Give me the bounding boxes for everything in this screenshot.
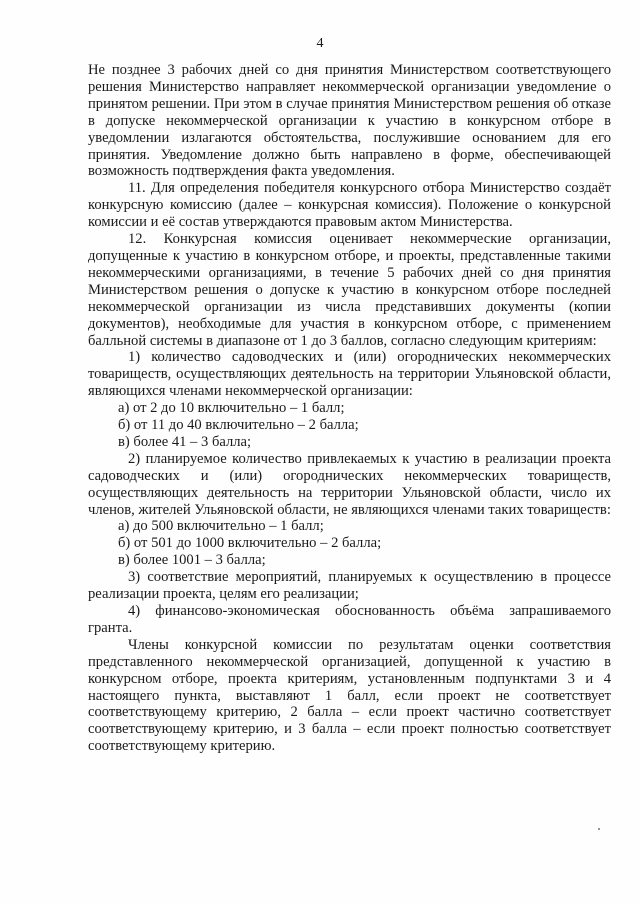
criterion-1-option-b: б) от 11 до 40 включительно – 2 балла; — [118, 417, 359, 434]
document-body — [88, 62, 611, 755]
scan-speck — [598, 828, 600, 830]
criterion-3: 3) соответствие мероприятий, планируемых к осуществлению в процессе реализации проекта, целям его реализации; — [88, 569, 611, 603]
paragraph-scoring-rules: Члены конкурсной комиссии по результатам оценки соответствия представленного некоммерческой организацией, допущенной к участию в конкурсном отборе, проекта критериям, установленным подпунктами 3 и 4 настоящего пункта, выставляют 1 балл, если проект не соответствует соответствующему критерию, 2 балла – если проект частично соответствует соответствующему критерию, и 3 балла – если проект полностью соответствует соответствующему критерию. — [88, 636, 611, 755]
paragraph-11-commission: 11. Для определения победителя конкурсного отбора Министерство создаёт конкурсную комиссию (далее – конкурсная комиссия). Положение о конкурсной комиссии и её состав утверждаются правовым актом Министерства. — [88, 180, 611, 231]
criterion-2-option-c: в) более 1001 – 3 балла; — [118, 552, 266, 569]
page-number: 4 — [316, 36, 324, 51]
criterion-2-option-b: б) от 501 до 1000 включительно – 2 балла; — [118, 535, 382, 552]
criterion-4: 4) финансово-экономическая обоснованность объёма запрашиваемого гранта. — [88, 603, 611, 636]
paragraph-12-evaluation: 12. Конкурсная комиссия оценивает некоммерческие организации, допущенные к участию в конкурсном отборе, и проекты, представленные такими некоммерческими организациями, в течение 5 рабочих дней со дня принятия Министерством решения о допуске к участию в конкурсном отборе последней некоммерческой организации из числа представивших документы (копии документов), необходимые для участия в конкурсном отборе, с применением балльной системы в диапазоне от 1 до 3 баллов, согласно следующим критериям: — [88, 231, 611, 349]
criterion-2: 2) планируемое количество привлекаемых к участию в реализации проекта садоводческих и (или) огороднических некоммерческих товариществ, осуществляющих деятельность на территории Ульяновской области, число их членов, жителей Ульяновской области, не являющихся членами таких товариществ: — [88, 450, 611, 518]
criterion-1: 1) количество садоводческих и (или) огороднических некоммерческих товариществ, осуществляющих деятельность на территории Ульяновской области, являющихся членами некоммерческой организации: — [88, 349, 611, 400]
paragraph-notification: Не позднее 3 рабочих дней со дня принятия Министерством соответствующего решения Министерство направляет некоммерческой организации уведомление о принятом решении. При этом в случае принятия Министерством решения об отказе в допуске некоммерческой организации к участию в конкурсном отборе в уведомлении излагаются обстоятельства, послужившие основанием для его принятия. Уведомление должно быть направлено в форме, обеспечивающей возможность подтверждения факта уведомления. — [88, 62, 611, 180]
criterion-1-option-c: в) более 41 – 3 балла; — [118, 433, 252, 450]
criterion-1-option-a: а) от 2 до 10 включительно – 1 балл; — [118, 400, 345, 417]
criterion-2-option-a: а) до 500 включительно – 1 балл; — [118, 518, 324, 535]
